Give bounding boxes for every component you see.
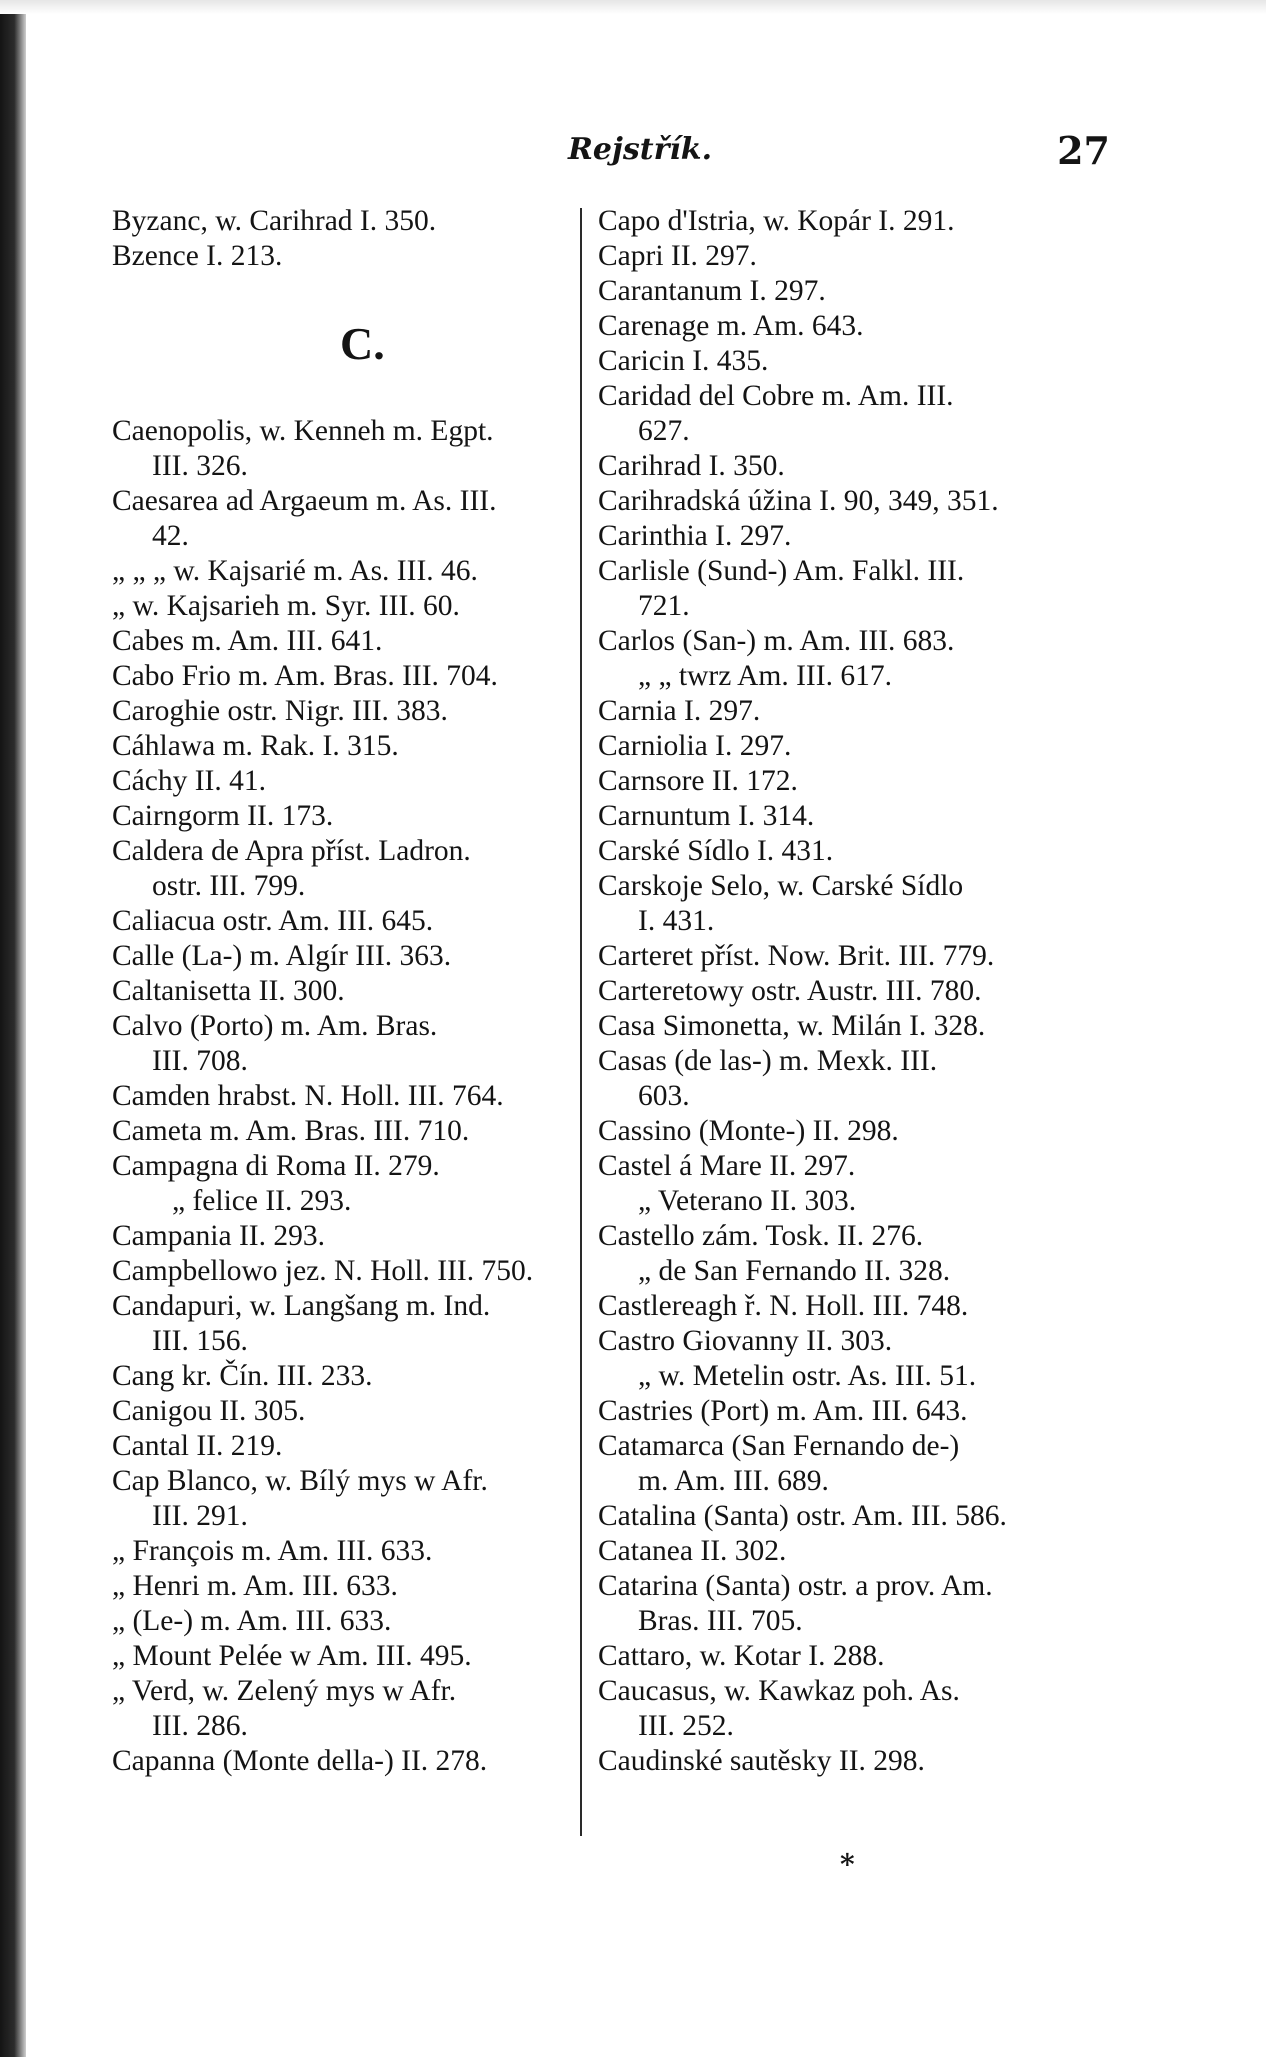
index-entry-line: Cáhlawa m. Rak. I. 315. bbox=[112, 730, 399, 762]
index-entry-line: Capri II. 297. bbox=[598, 240, 757, 272]
index-entry-line: Cáchy II. 41. bbox=[112, 765, 267, 797]
index-entry-line: III. 156. bbox=[152, 1325, 248, 1357]
index-entry-line: 42. bbox=[152, 520, 189, 552]
index-entry-line: Cantal II. 219. bbox=[112, 1430, 283, 1462]
index-entry-line: III. 252. bbox=[638, 1710, 734, 1742]
index-entry-line: III. 326. bbox=[152, 450, 248, 482]
index-column-left bbox=[112, 204, 592, 1779]
index-column-right bbox=[598, 204, 1078, 1779]
index-entry-line: Calvo (Porto) m. Am. Bras. bbox=[112, 1010, 438, 1042]
index-entry-line: Carské Sídlo I. 431. bbox=[598, 835, 834, 867]
column-divider-rule bbox=[580, 208, 582, 1836]
index-entry-line: Camden hrabst. N. Holl. III. 764. bbox=[112, 1080, 504, 1112]
index-entry-line: Capanna (Monte della-) II. 278. bbox=[112, 1745, 488, 1777]
index-entry-line: Casa Simonetta, w. Milán I. 328. bbox=[598, 1010, 986, 1042]
index-entry-line: Caucasus, w. Kawkaz poh. As. bbox=[598, 1675, 960, 1707]
index-entry-line: Carteretowy ostr. Austr. III. 780. bbox=[598, 975, 982, 1007]
running-head-title: Rejstřík. bbox=[567, 132, 713, 167]
index-entry-line: Cang kr. Čín. III. 233. bbox=[112, 1360, 373, 1392]
index-entry-line: „ Verd, w. Zelený mys w Afr. bbox=[112, 1675, 457, 1707]
index-entry-line: „ felice II. 293. bbox=[172, 1185, 352, 1217]
index-entry-line: Catanea II. 302. bbox=[598, 1535, 787, 1567]
index-entry-line: Catalina (Santa) ostr. Am. III. 586. bbox=[598, 1500, 1007, 1532]
index-entry-line: m. Am. III. 689. bbox=[638, 1465, 829, 1497]
index-entry-line: Carinthia I. 297. bbox=[598, 520, 792, 552]
index-entry-line: Cabo Frio m. Am. Bras. III. 704. bbox=[112, 660, 498, 692]
index-entry-line: Byzanc, w. Carihrad I. 350. bbox=[112, 205, 437, 237]
index-entry-line: Canigou II. 305. bbox=[112, 1395, 306, 1427]
index-entry-line: „ w. Metelin ostr. As. III. 51. bbox=[638, 1360, 977, 1392]
index-entry-line: Carnuntum I. 314. bbox=[598, 800, 815, 832]
index-entry-line: Campbellowo jez. N. Holl. III. 750. bbox=[112, 1255, 534, 1287]
index-entry-line: Caesarea ad Argaeum m. As. III. bbox=[112, 485, 497, 517]
index-entry-line: Carlisle (Sund-) Am. Falkl. III. bbox=[598, 555, 965, 587]
page-number: 27 bbox=[1057, 128, 1110, 173]
index-entry-line: Catamarca (San Fernando de-) bbox=[598, 1430, 960, 1462]
section-letter-heading: C. bbox=[340, 318, 385, 369]
index-entry-line: III. 286. bbox=[152, 1710, 248, 1742]
index-entry-line: „ Mount Pelée w Am. III. 495. bbox=[112, 1640, 472, 1672]
index-entry-line: Caltanisetta II. 300. bbox=[112, 975, 345, 1007]
index-entry-line: III. 291. bbox=[152, 1500, 248, 1532]
index-entry-line: Carteret příst. Now. Brit. III. 779. bbox=[598, 940, 995, 972]
index-entry-line: Candapuri, w. Langšang m. Ind. bbox=[112, 1290, 491, 1322]
index-entry-line: Carlos (San-) m. Am. III. 683. bbox=[598, 625, 955, 657]
index-entry-line: Caudinské sautěsky II. 298. bbox=[598, 1745, 925, 1777]
index-entry-line: „ w. Kajsarieh m. Syr. III. 60. bbox=[112, 590, 460, 622]
index-entry-line: Cassino (Monte-) II. 298. bbox=[598, 1115, 899, 1147]
index-entry-line: III. 708. bbox=[152, 1045, 248, 1077]
index-entry-line: Carenage m. Am. 643. bbox=[598, 310, 864, 342]
index-entry-line: Bras. III. 705. bbox=[638, 1605, 803, 1637]
index-entry-line: Caroghie ostr. Nigr. III. 383. bbox=[112, 695, 448, 727]
index-entry-line: „ (Le-) m. Am. III. 633. bbox=[112, 1605, 392, 1637]
index-entry-line: „ „ twrz Am. III. 617. bbox=[638, 660, 892, 692]
index-entry-line: „ Veterano II. 303. bbox=[638, 1185, 857, 1217]
index-entry-line: Carnsore II. 172. bbox=[598, 765, 798, 797]
index-entry-line: 721. bbox=[638, 590, 690, 622]
index-entry-line: Carskoje Selo, w. Carské Sídlo bbox=[598, 870, 964, 902]
index-entry-line: Caricin I. 435. bbox=[598, 345, 769, 377]
index-entry-line: Cap Blanco, w. Bílý mys w Afr. bbox=[112, 1465, 488, 1497]
index-entry-line: Caridad del Cobre m. Am. III. bbox=[598, 380, 954, 412]
index-entry-line: I. 431. bbox=[638, 905, 715, 937]
index-entry-line: Castlereagh ř. N. Holl. III. 748. bbox=[598, 1290, 969, 1322]
index-entry-line: Carniolia I. 297. bbox=[598, 730, 792, 762]
book-gutter-shadow bbox=[0, 0, 26, 2057]
index-entry-line: Carnia I. 297. bbox=[598, 695, 761, 727]
index-entry-line: Castro Giovanny II. 303. bbox=[598, 1325, 893, 1357]
index-entry-line: ostr. III. 799. bbox=[152, 870, 306, 902]
index-entry-line: „ de San Fernando II. 328. bbox=[638, 1255, 951, 1287]
index-entry-line: „ Henri m. Am. III. 633. bbox=[112, 1570, 398, 1602]
index-entry-line: Castello zám. Tosk. II. 276. bbox=[598, 1220, 924, 1252]
index-entry-line: Carihrad I. 350. bbox=[598, 450, 785, 482]
index-entry-line: Calle (La-) m. Algír III. 363. bbox=[112, 940, 452, 972]
index-entry-line: Capo d'Istria, w. Kopár I. 291. bbox=[598, 205, 955, 237]
index-entry-line: Caliacua ostr. Am. III. 645. bbox=[112, 905, 434, 937]
index-entry-line: Cairngorm II. 173. bbox=[112, 800, 334, 832]
index-entry-line: 603. bbox=[638, 1080, 690, 1112]
index-entry-line: Cabes m. Am. III. 641. bbox=[112, 625, 383, 657]
index-entry-line: Carantanum I. 297. bbox=[598, 275, 826, 307]
index-entry-line: Catarina (Santa) ostr. a prov. Am. bbox=[598, 1570, 993, 1602]
page-top-edge bbox=[0, 0, 1266, 14]
index-entry-line: „ „ „ w. Kajsarié m. As. III. 46. bbox=[112, 555, 478, 587]
index-entry-line: Campania II. 293. bbox=[112, 1220, 325, 1252]
index-entry-line: Castries (Port) m. Am. III. 643. bbox=[598, 1395, 968, 1427]
index-entry-line: 627. bbox=[638, 415, 690, 447]
index-entry-line: Bzence I. 213. bbox=[112, 240, 283, 272]
index-entry-line: Cattaro, w. Kotar I. 288. bbox=[598, 1640, 885, 1672]
index-entry-line: „ François m. Am. III. 633. bbox=[112, 1535, 433, 1567]
index-entry-line: Casas (de las-) m. Mexk. III. bbox=[598, 1045, 938, 1077]
index-entry-line: Campagna di Roma II. 279. bbox=[112, 1150, 440, 1182]
index-entry-line: Castel á Mare II. 297. bbox=[598, 1150, 856, 1182]
index-entry-line: Caldera de Apra příst. Ladron. bbox=[112, 835, 471, 867]
index-entry-line: Carihradská úžina I. 90, 349, 351. bbox=[598, 485, 999, 517]
index-entry-line: Cameta m. Am. Bras. III. 710. bbox=[112, 1115, 470, 1147]
signature-mark: * bbox=[840, 1848, 855, 1881]
index-entry-line: Caenopolis, w. Kenneh m. Egpt. bbox=[112, 415, 494, 447]
